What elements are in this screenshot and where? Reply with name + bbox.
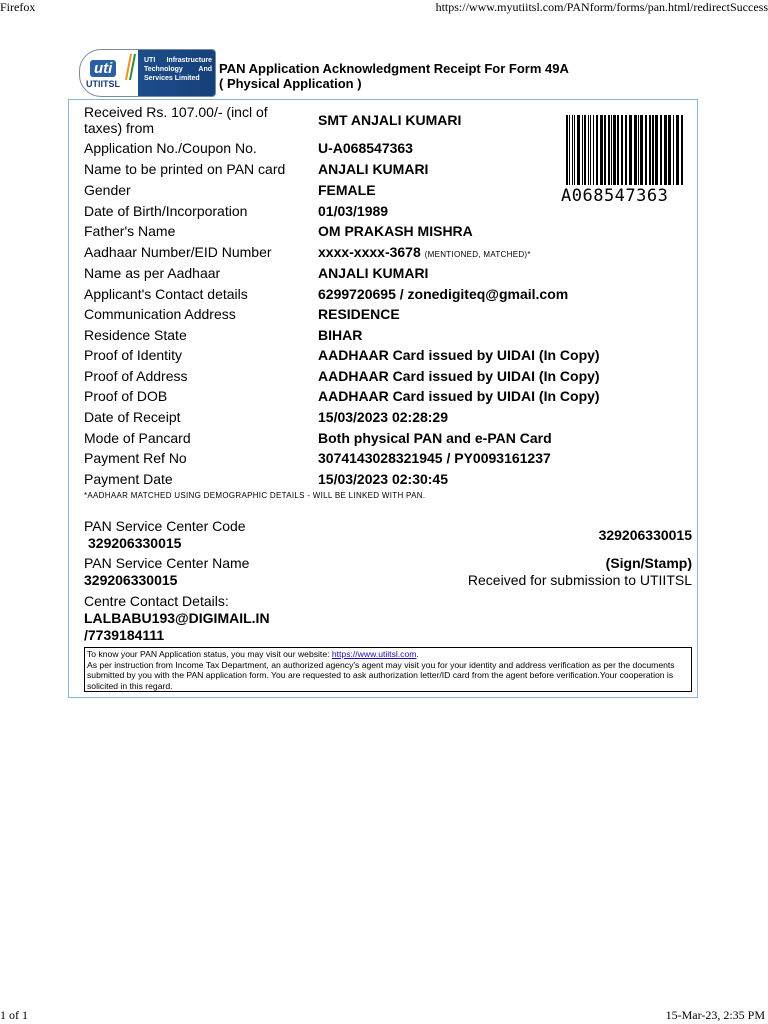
info-notice-box bbox=[84, 647, 692, 692]
info-status-line: To know your PAN Application status, you may visit our website: https://www.utiitsl.com. bbox=[87, 649, 419, 659]
utiitsl-logo bbox=[79, 49, 216, 97]
field-value-text: SMT ANJALI KUMARI bbox=[318, 112, 462, 128]
service-center-name-label: PAN Service Center Name bbox=[84, 555, 250, 571]
barcode-bar bbox=[611, 115, 612, 185]
field-value-text: 6299720695 / zonedigiteq@gmail.com bbox=[318, 286, 569, 302]
browser-name: Firefox bbox=[0, 0, 36, 14]
barcode-bar bbox=[582, 115, 583, 185]
barcode bbox=[565, 115, 687, 185]
field-value bbox=[318, 265, 428, 281]
sign-stamp: (Sign/Stamp) bbox=[605, 555, 692, 571]
barcode-bar bbox=[668, 115, 671, 185]
service-center-code-label: PAN Service Center Code bbox=[84, 518, 246, 534]
aadhaar-note: *AADHAAR MATCHED USING DEMOGRAPHIC DETAILS - WILL BE LINKED WITH PAN. bbox=[84, 491, 426, 500]
barcode-bar bbox=[652, 115, 654, 185]
field-value bbox=[318, 388, 600, 404]
print-header bbox=[0, 0, 768, 16]
field-label: Communication Address bbox=[84, 306, 236, 322]
field-label: Proof of DOB bbox=[84, 388, 168, 404]
received-for-submission: Received for submission to UTIITSL bbox=[467, 572, 692, 588]
barcode-bar bbox=[590, 115, 591, 185]
service-center-code-value: 329206330015 bbox=[88, 535, 182, 551]
right-center-code: 329206330015 bbox=[598, 527, 692, 543]
barcode-bar bbox=[588, 115, 589, 185]
field-value-text: U-A068547363 bbox=[318, 140, 413, 156]
barcode-bar bbox=[574, 115, 575, 185]
field-value-text: RESIDENCE bbox=[318, 306, 400, 322]
field-value bbox=[318, 450, 551, 466]
logo-stripes-icon bbox=[123, 54, 137, 80]
centre-contact-phone: /7739184111 bbox=[84, 627, 165, 643]
barcode-bar bbox=[593, 115, 594, 185]
print-footer bbox=[0, 1008, 768, 1024]
field-value-text: ANJALI KUMARI bbox=[318, 161, 429, 177]
barcode-bar bbox=[604, 115, 606, 185]
field-label: Proof of Address bbox=[84, 368, 188, 384]
field-value bbox=[318, 306, 400, 322]
field-value bbox=[318, 347, 600, 363]
field-value-text: OM PRAKASH MISHRA bbox=[318, 223, 473, 239]
field-label: Payment Ref No bbox=[84, 450, 187, 466]
page-count: 1 of 1 bbox=[0, 1008, 28, 1022]
field-label: Date of Birth/Incorporation bbox=[84, 203, 248, 219]
field-value bbox=[318, 430, 552, 446]
barcode-bar bbox=[673, 115, 674, 185]
barcode-bar bbox=[608, 115, 610, 185]
logo-name: UTIITSL bbox=[86, 79, 120, 89]
print-datetime: 15-Mar-23, 2:35 PM bbox=[665, 1008, 765, 1022]
field-label: Mode of Pancard bbox=[84, 430, 191, 446]
field-value-text: AADHAAR Card issued by UIDAI (In Copy) bbox=[318, 347, 600, 363]
field-value-text: xxxx-xxxx-3678 bbox=[318, 244, 421, 260]
field-value-text: 15/03/2023 02:28:29 bbox=[318, 409, 448, 425]
barcode-bar bbox=[566, 115, 568, 185]
barcode-bar bbox=[584, 115, 586, 185]
info-body-text: As per instruction from Income Tax Department, an authorized agency's agent may visit you for your identity and address verification as per the documents submitted by you with the PAN application form. You are requested to ask authorization letter/ID card from the agent before verification.Your cooperation is solicited in this regard. bbox=[87, 659, 675, 691]
field-value bbox=[318, 368, 600, 384]
barcode-bar bbox=[625, 115, 627, 185]
field-label: Received Rs. 107.00/- (incl of bbox=[84, 104, 268, 120]
barcode-bar bbox=[640, 115, 643, 185]
document-title bbox=[219, 61, 569, 91]
title-line-2: ( Physical Application ) bbox=[219, 76, 362, 91]
field-label: Name to be printed on PAN card bbox=[84, 161, 286, 177]
field-value-text: FEMALE bbox=[318, 182, 376, 198]
field-label: Residence State bbox=[84, 327, 187, 343]
centre-contact-label: Centre Contact Details: bbox=[84, 593, 229, 609]
field-value-text: BIHAR bbox=[318, 327, 363, 343]
barcode-bar bbox=[621, 115, 623, 185]
barcode-bar bbox=[664, 115, 667, 185]
field-value bbox=[318, 140, 413, 156]
field-value bbox=[318, 327, 362, 343]
field-value bbox=[318, 223, 473, 239]
page-url: https://www.myutiitsl.com/PANform/forms/pan.html/redirectSuccess bbox=[435, 0, 768, 14]
field-value bbox=[318, 244, 531, 263]
field-value bbox=[318, 286, 568, 302]
barcode-bar bbox=[681, 115, 683, 185]
barcode-bar bbox=[676, 115, 679, 185]
field-label-continued: taxes) from bbox=[84, 120, 155, 136]
field-value bbox=[318, 182, 376, 198]
field-label: Name as per Aadhaar bbox=[84, 265, 221, 281]
field-label: Father's Name bbox=[84, 223, 176, 239]
field-value-text: AADHAAR Card issued by UIDAI (In Copy) bbox=[318, 368, 600, 384]
aadhaar-match-status: (MENTIONED, MATCHED)* bbox=[424, 250, 531, 259]
logo-word: uti bbox=[90, 60, 116, 77]
field-value-text: 01/03/1989 bbox=[318, 203, 389, 219]
field-label: Applicant's Contact details bbox=[84, 286, 248, 302]
barcode-bar bbox=[617, 115, 619, 185]
field-label: Payment Date bbox=[84, 471, 173, 487]
service-center-name-value: 329206330015 bbox=[84, 572, 178, 588]
barcode-bar bbox=[655, 115, 658, 185]
barcode-bar bbox=[613, 115, 616, 185]
barcode-text: A068547363 bbox=[561, 186, 669, 206]
barcode-bar bbox=[569, 115, 570, 185]
barcode-bar bbox=[660, 115, 662, 185]
utiitsl-website-link[interactable]: https://www.utiitsl.com bbox=[331, 649, 417, 659]
barcode-bar bbox=[634, 115, 637, 185]
field-value-text: 15/03/2023 02:30:45 bbox=[318, 471, 448, 487]
field-value-text: ANJALI KUMARI bbox=[318, 265, 429, 281]
barcode-bar bbox=[577, 115, 580, 185]
logo-company-name: UTI Infrastructure Technology And Services Limited bbox=[144, 57, 212, 82]
field-value-text: Both physical PAN and e-PAN Card bbox=[318, 430, 552, 446]
barcode-bar bbox=[572, 115, 573, 185]
title-line-1: PAN Application Acknowledgment Receipt For Form 49A bbox=[219, 61, 569, 76]
field-value bbox=[318, 203, 388, 219]
field-value-text: AADHAAR Card issued by UIDAI (In Copy) bbox=[318, 388, 600, 404]
field-label: Gender bbox=[84, 182, 131, 198]
field-value bbox=[318, 471, 448, 487]
field-value bbox=[318, 409, 448, 425]
field-label: Date of Receipt bbox=[84, 409, 181, 425]
field-label: Application No./Coupon No. bbox=[84, 140, 257, 156]
barcode-bar bbox=[638, 115, 639, 185]
barcode-bar bbox=[649, 115, 651, 185]
field-value bbox=[318, 161, 428, 177]
field-label: Aadhaar Number/EID Number bbox=[84, 244, 272, 260]
field-value-text: 3074143028321945 / PY0093161237 bbox=[318, 450, 551, 466]
barcode-bar bbox=[596, 115, 598, 185]
field-value bbox=[318, 112, 461, 128]
centre-contact-email: LALBABU193@DIGIMAIL.IN bbox=[84, 610, 270, 626]
barcode-bar bbox=[645, 115, 647, 185]
barcode-bar bbox=[600, 115, 603, 185]
field-label: Proof of Identity bbox=[84, 347, 183, 363]
barcode-bar bbox=[629, 115, 632, 185]
